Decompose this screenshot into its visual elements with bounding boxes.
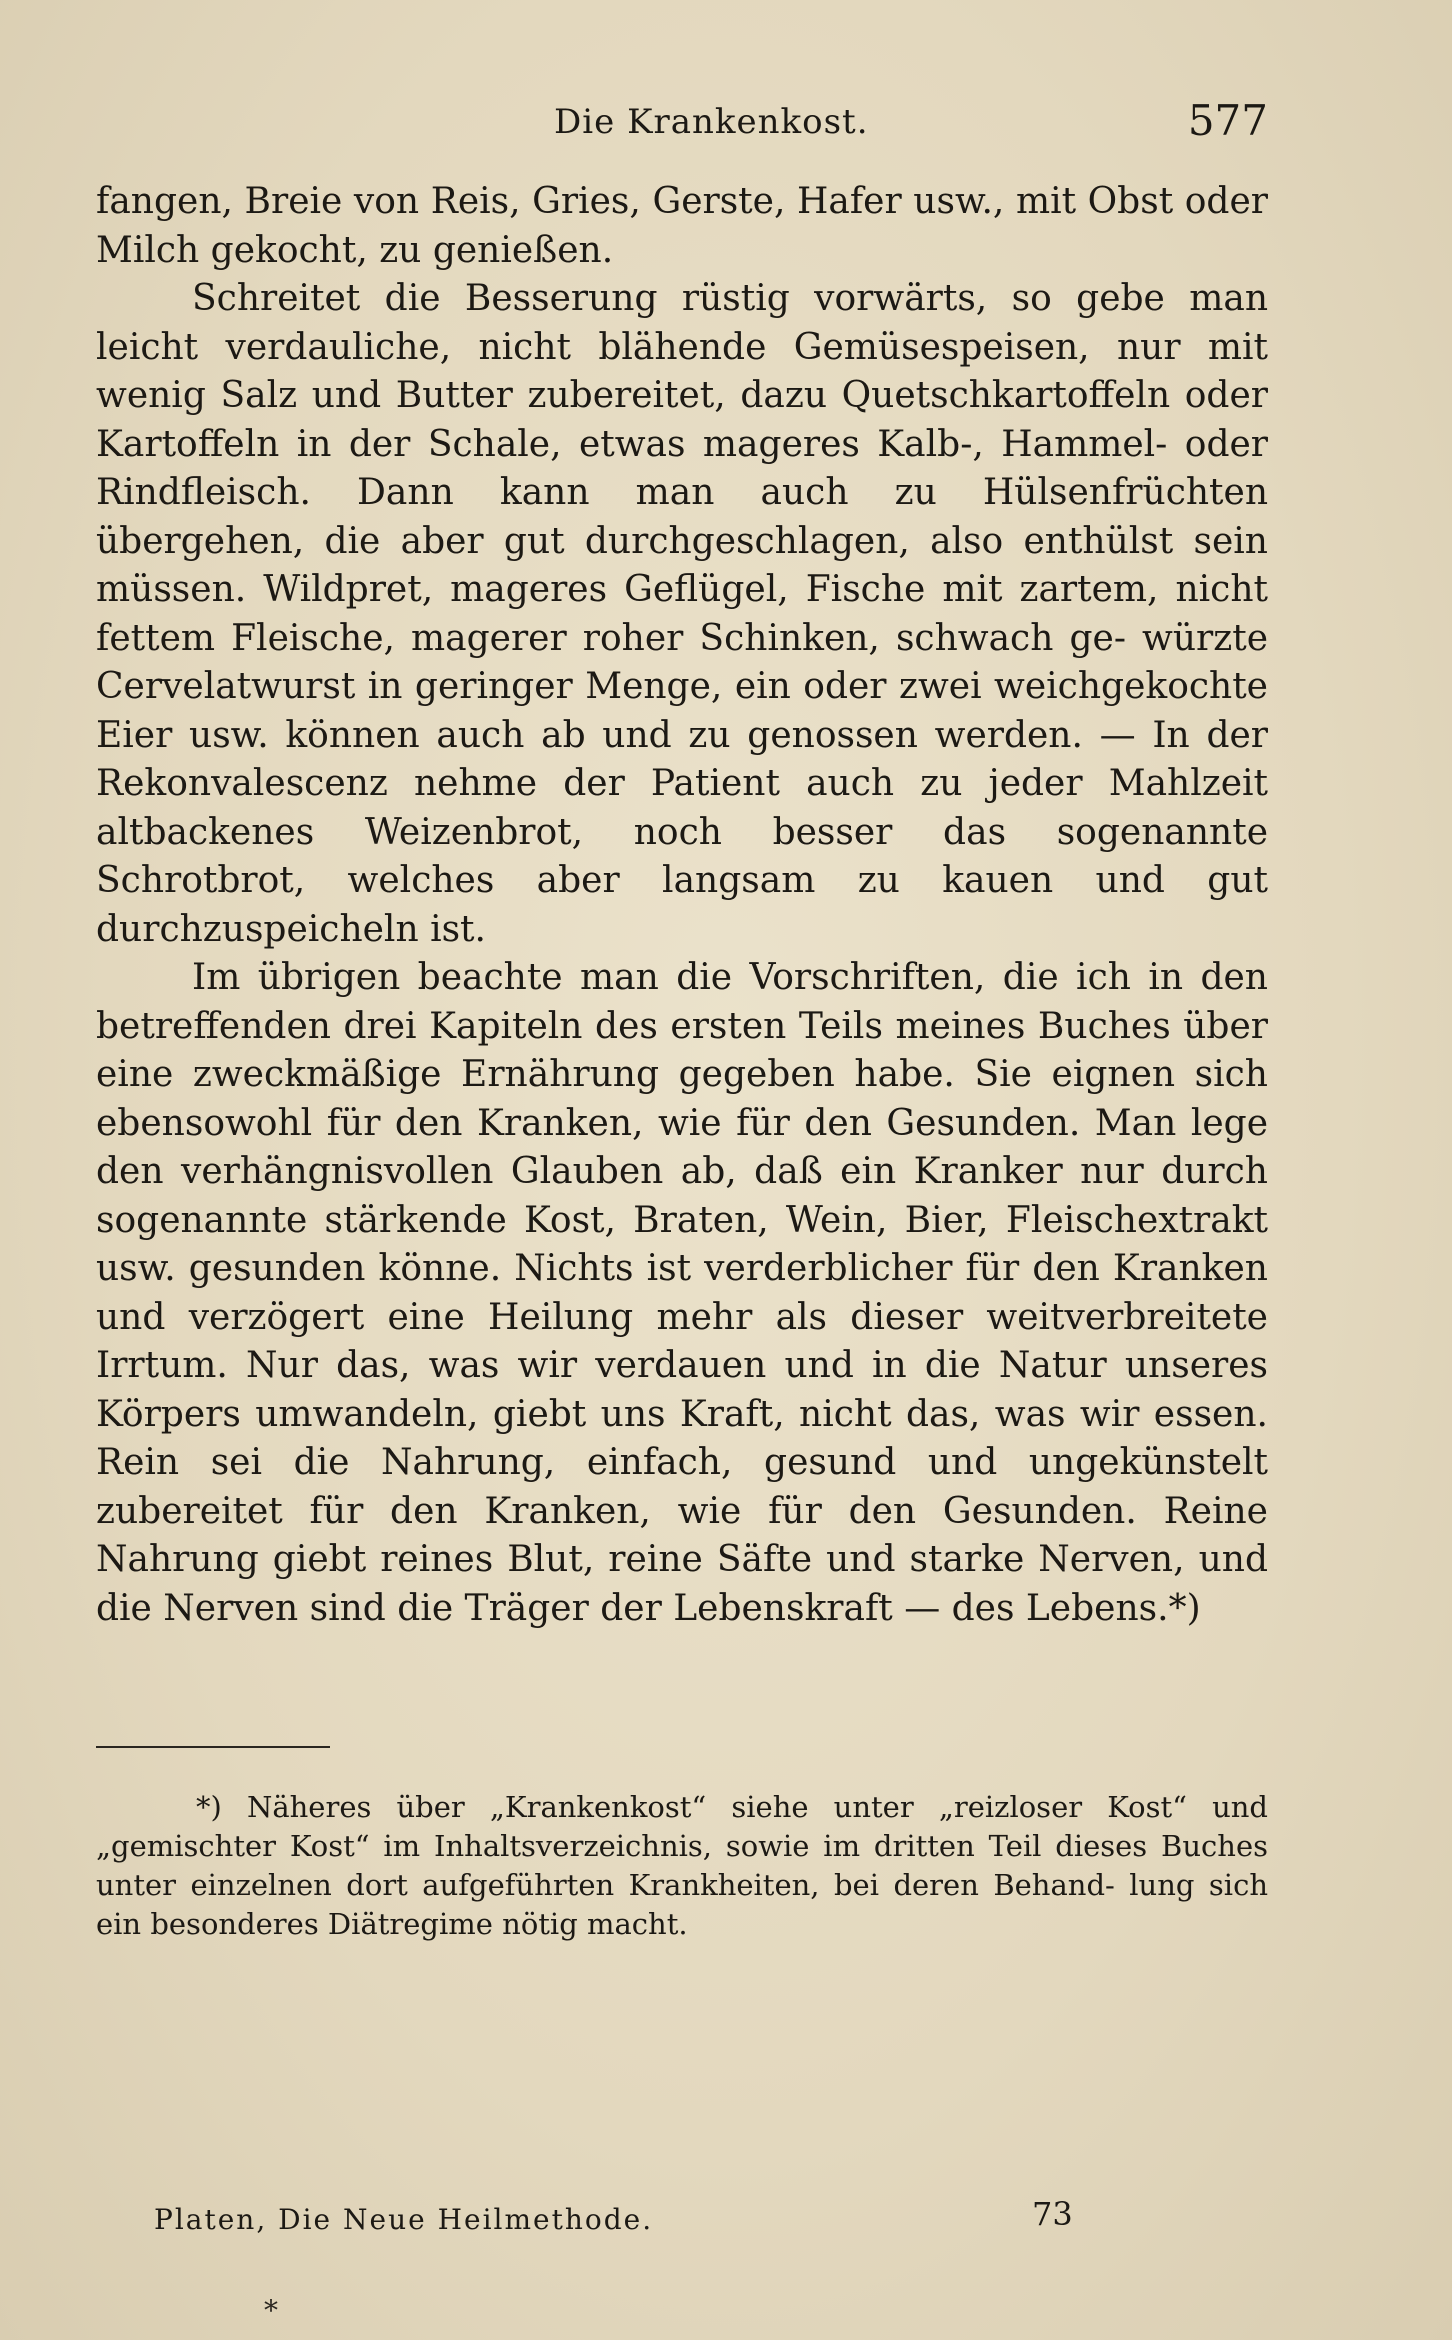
footnote: *) Näheres über „Krankenkost“ siehe unter „reizloser Kost“ und „gemischter Kost“ im Inhaltsverzeichnis, sowie im dritten Teil dieses Buches unter einzelnen dort aufgeführten Krankheiten, bei deren Behand- lung sich ein besonderes Diätregime nötig macht. (96, 1790, 1268, 1941)
page-footer (96, 2195, 1268, 2245)
paragraph-3: Im übrigen beachte man die Vorschriften, die ich in den betreffenden drei Kapiteln des ersten Teils meines Buches über eine zweckmäßige Ernährung gegeben habe. Sie eignen sich ebensowohl für den Kranken, wie für den Gesunden. Man lege den verhängnisvollen Glauben ab, daß ein Kranker nur durch sogenannte stärkende Kost, Braten, Wein, Bier, Fleischextrakt usw. gesunden könne. Nichts ist verderblicher für den Kranken und verzögert eine Heilung mehr als dieser weitverbreitete Irrtum. Nur das, was wir verdauen und in die Natur unseres Körpers umwandeln, giebt uns Kraft, nicht das, was wir essen. Rein sei die Nahrung, einfach, gesund und ungekünstelt zubereitet für den Kranken, wie für den Gesunden. Reine Nahrung giebt reines Blut, reine Säfte und starke Nerven, und die Nerven sind die Träger der Lebenskraft — des Lebens.*) (96, 957, 1268, 1629)
paragraph-2: Schreitet die Besserung rüstig vorwärts, so gebe man leicht verdauliche, nicht blähende Gemüsespeisen, nur mit wenig Salz und Butter zubereitet, dazu Quetschkartoffeln oder Kartoffeln in der Schale, etwas mageres Kalb-, Hammel- oder Rindfleisch. Dann kann man auch zu Hülsenfrüchten übergehen, die aber gut durchgeschlagen, also enthülst sein müssen. Wildpret, mageres Geflügel, Fische mit zartem, nicht fettem Fleische, magerer roher Schinken, schwach ge- würzte Cervelatwurst in geringer Menge, ein oder zwei weichgekochte Eier usw. können auch ab und zu genossen werden. — In der Rekonvalescenz nehme der Patient auch zu jeder Mahlzeit altbackenes Weizenbrot, noch besser das sogenannte Schrotbrot, welches aber langsam zu kauen und gut durchzuspeicheln ist. (96, 278, 1268, 950)
main-text (96, 178, 1268, 1633)
signature-mark: * (264, 2294, 278, 2327)
paragraph-1: fangen, Breie von Reis, Gries, Gerste, Hafer usw., mit Obst oder Milch gekocht, zu genießen. (96, 181, 1268, 271)
page-number: 577 (1187, 96, 1268, 145)
footnote-divider (96, 1746, 330, 1748)
page-header (96, 96, 1268, 152)
sheet-number: 73 (1032, 2195, 1073, 2233)
printer-signature: Platen, Die Neue Heilmethode. (154, 2203, 654, 2236)
running-head: Die Krankenkost. (554, 102, 869, 142)
